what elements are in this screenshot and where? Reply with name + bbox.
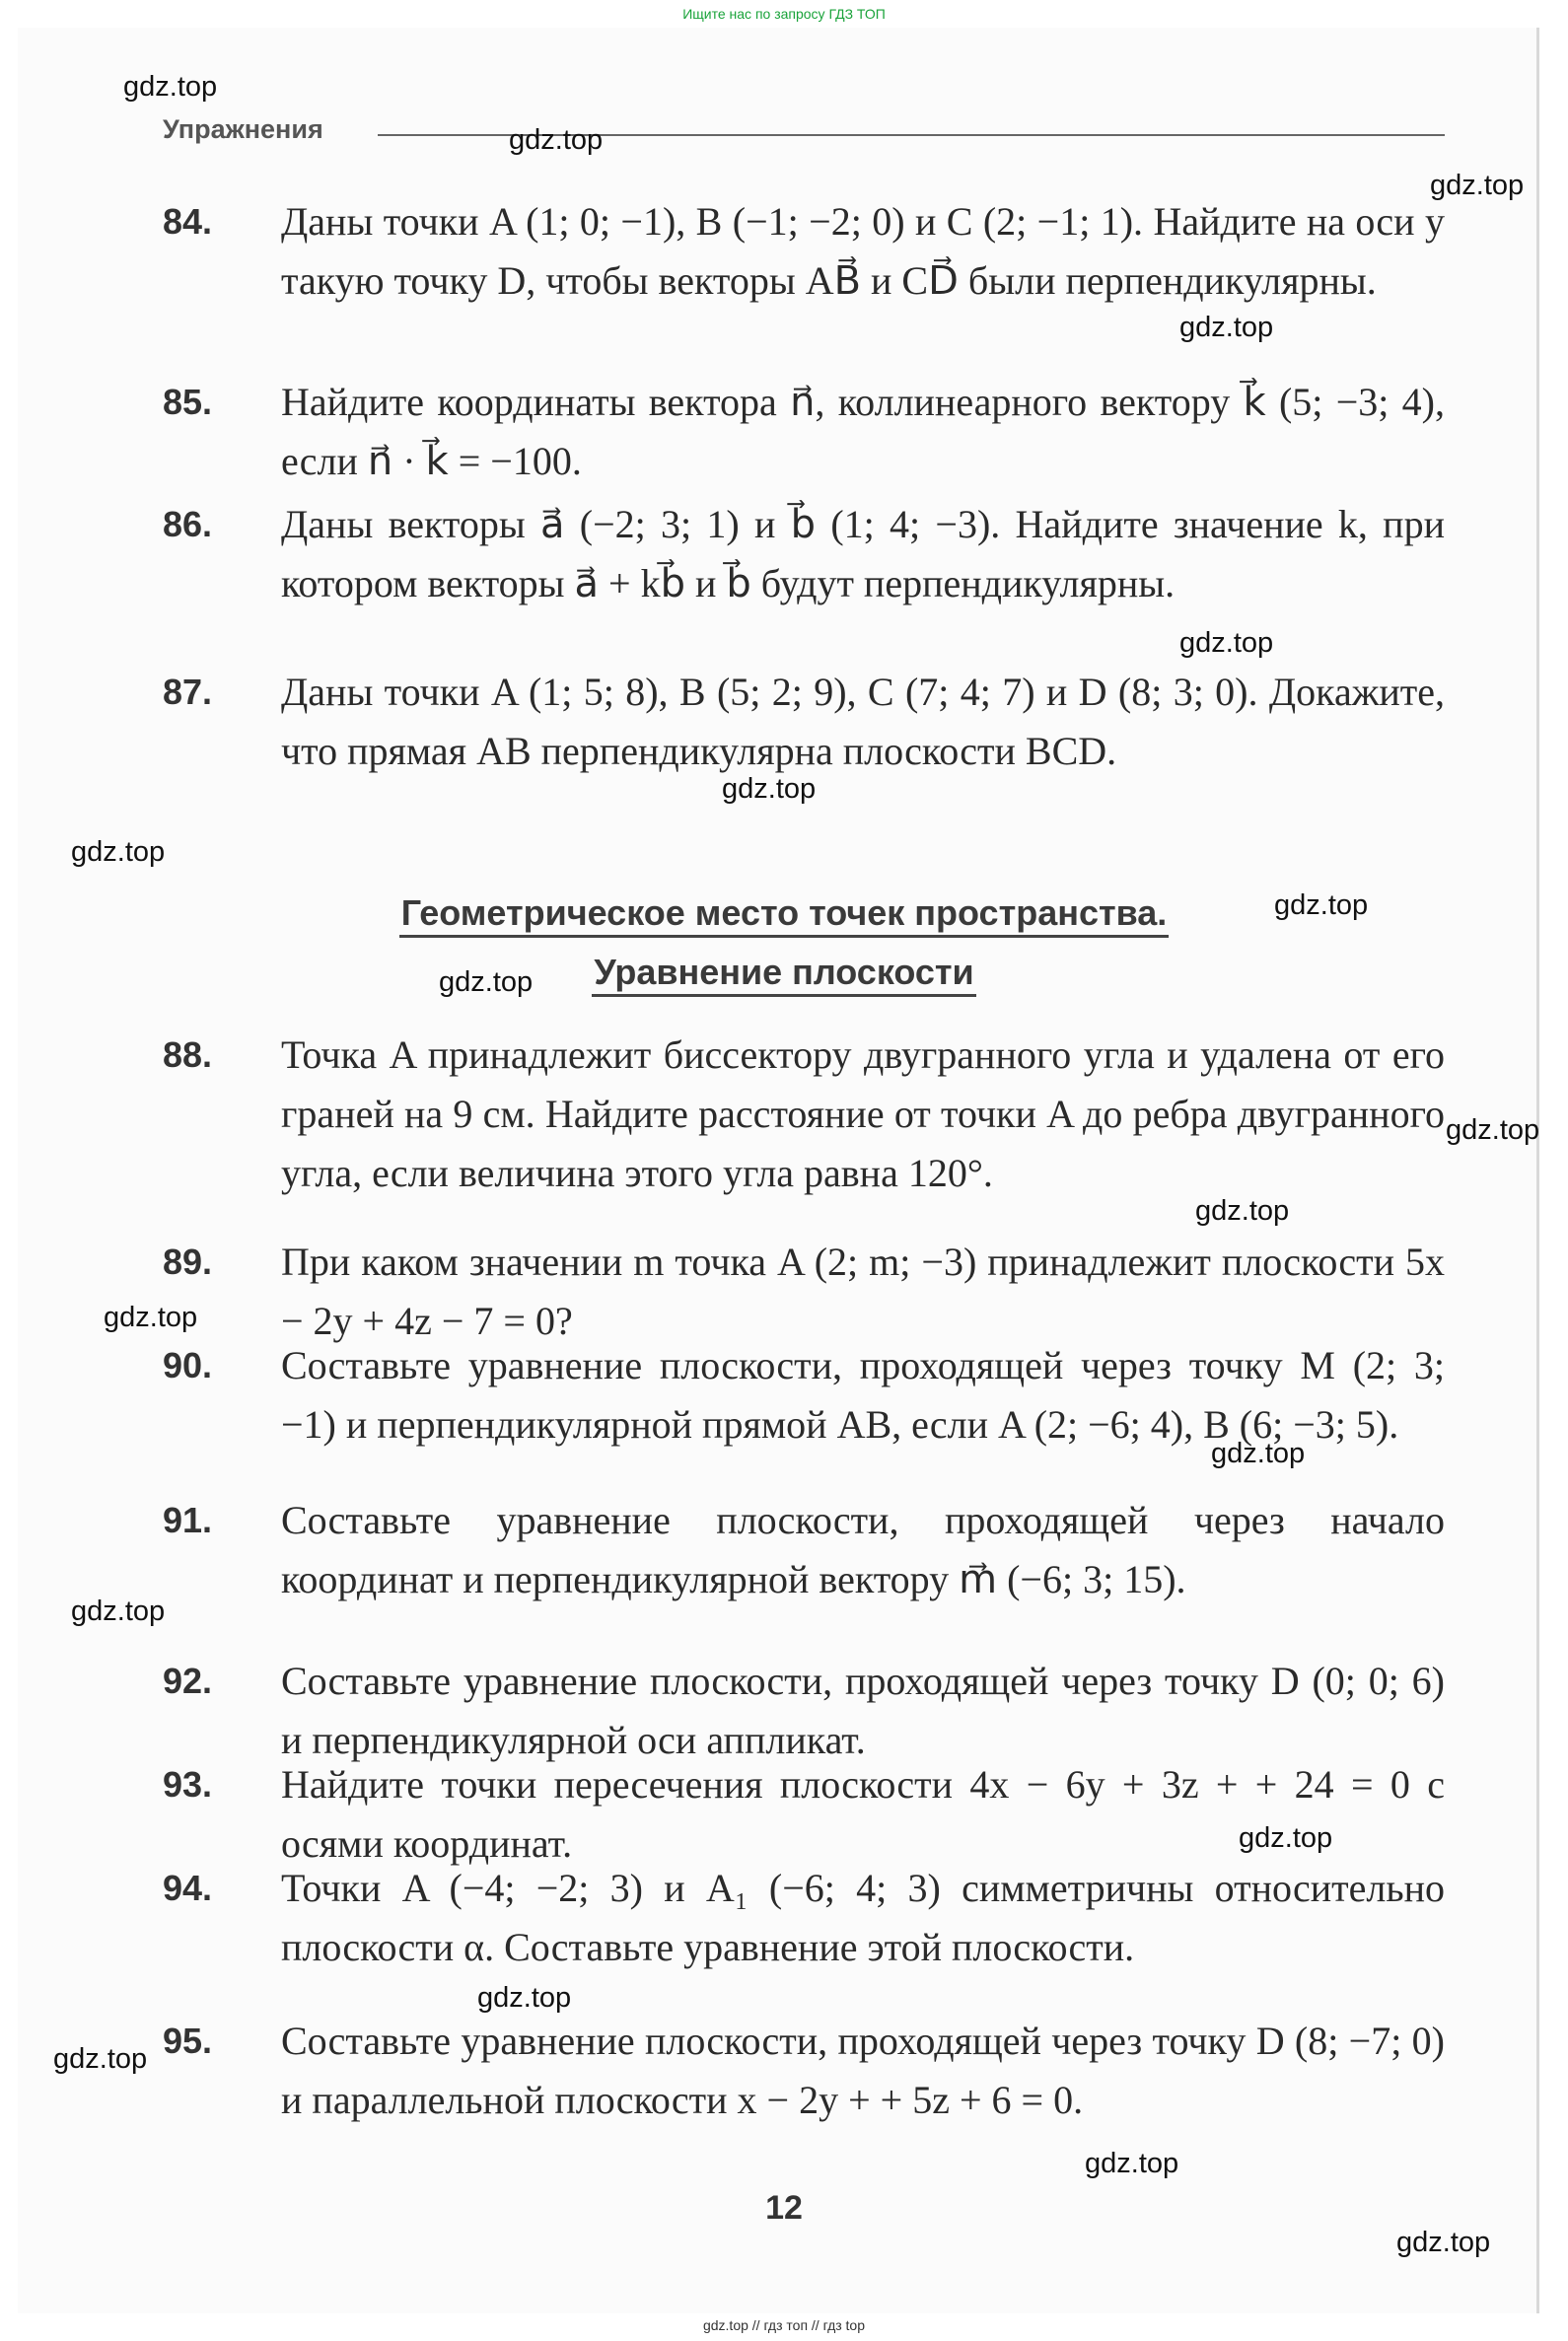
watermark: gdz.top bbox=[1179, 312, 1274, 343]
exercise-88 bbox=[163, 1026, 1445, 1203]
exercise-number: 86. bbox=[163, 504, 213, 544]
exercise-number: 85. bbox=[163, 382, 213, 422]
exercise-text: Найдите точки пересечения плоскости 4x − 6y + 3z + + 24 = 0 с осями координат. bbox=[281, 1762, 1445, 1866]
watermark: gdz.top bbox=[1446, 1114, 1540, 1146]
exercise-85 bbox=[163, 373, 1445, 491]
exercise-number: 91. bbox=[163, 1500, 213, 1540]
exercise-number: 95. bbox=[163, 2021, 213, 2061]
exercise-text: Составьте уравнение плоскости, проходящей через точку M (2; 3; −1) и перпендикулярной прямой AB, если A (2; −6; 4), B (6; −3; 5). bbox=[281, 1343, 1445, 1447]
bottom-banner: gdz.top // гдз топ // гдз top bbox=[702, 2317, 866, 2333]
watermark: gdz.top bbox=[123, 71, 218, 103]
exercise-text: Точка A принадлежит биссектору двугранного угла и удалена от его граней на 9 см. Найдите расстояние от точки A до ребра двугранного угла, если величина этого угла равна 120°. bbox=[281, 1032, 1445, 1195]
exercise-86 bbox=[163, 495, 1445, 613]
exercise-number: 89. bbox=[163, 1241, 213, 1282]
exercise-text: Составьте уравнение плоскости, проходящей через точку D (8; −7; 0) и параллельной плоскости x − 2y + + 5z + 6 = 0. bbox=[281, 2019, 1445, 2122]
exercise-text: Составьте уравнение плоскости, проходящей через начало координат и перпендикулярной вектору m⃗ (−6; 3; 15). bbox=[281, 1498, 1445, 1601]
exercise-90 bbox=[163, 1336, 1445, 1454]
watermark: gdz.top bbox=[1274, 889, 1369, 921]
exercise-text: Найдите координаты вектора n⃗, коллинеарного вектору k⃗ (5; −3; 4), если n⃗ · k⃗ = −100. bbox=[281, 380, 1445, 483]
watermark: gdz.top bbox=[509, 124, 604, 156]
watermark: gdz.top bbox=[1430, 170, 1525, 201]
watermark: gdz.top bbox=[477, 1982, 572, 2014]
exercise-number: 88. bbox=[163, 1034, 213, 1075]
watermark: gdz.top bbox=[1396, 2227, 1491, 2258]
heading-text: Уравнение плоскости bbox=[592, 952, 975, 997]
exercise-text: Даны векторы a⃗ (−2; 3; 1) и b⃗ (1; 4; −3). Найдите значение k, при котором векторы a⃗ + kb⃗ и b⃗ будут перпендикулярны. bbox=[281, 502, 1445, 605]
exercise-92 bbox=[163, 1652, 1445, 1770]
watermark: gdz.top bbox=[1239, 1822, 1333, 1854]
watermark: gdz.top bbox=[1211, 1438, 1306, 1469]
exercise-95 bbox=[163, 2012, 1445, 2130]
watermark: gdz.top bbox=[1195, 1195, 1290, 1227]
exercise-91 bbox=[163, 1491, 1445, 1609]
page-number: 12 bbox=[765, 2189, 803, 2227]
watermark: gdz.top bbox=[104, 1302, 198, 1333]
watermark: gdz.top bbox=[1085, 2148, 1179, 2179]
watermark: gdz.top bbox=[71, 836, 166, 868]
exercise-94 bbox=[163, 1859, 1445, 1977]
watermark: gdz.top bbox=[439, 966, 534, 998]
exercise-text: При каком значении m точка A (2; m; −3) принадлежит плоскости 5x − 2y + 4z − 7 = 0? bbox=[281, 1240, 1445, 1343]
section-heading-line2 bbox=[0, 952, 1568, 993]
exercise-87 bbox=[163, 663, 1445, 781]
exercise-text: Составьте уравнение плоскости, проходящей через точку D (0; 0; 6) и перпендикулярной оси аппликат. bbox=[281, 1659, 1445, 1762]
exercise-number: 92. bbox=[163, 1661, 213, 1701]
watermark: gdz.top bbox=[1179, 627, 1274, 659]
exercise-number: 90. bbox=[163, 1345, 213, 1385]
watermark: gdz.top bbox=[53, 2043, 148, 2075]
exercise-number: 84. bbox=[163, 201, 213, 242]
exercise-text: Точки A (−4; −2; 3) и A₁ (−6; 4; 3) симметричны относительно плоскости α. Составьте уравнение этой плоскости. bbox=[281, 1866, 1445, 1969]
exercise-text: Даны точки A (1; 0; −1), B (−1; −2; 0) и C (2; −1; 1). Найдите на оси y такую точку D, чтобы векторы AB⃗ и CD⃗ были перпендикулярны. bbox=[281, 199, 1445, 303]
top-banner: Ищите нас по запросу ГДЗ ТОП bbox=[682, 6, 886, 22]
exercise-84 bbox=[163, 192, 1445, 311]
exercise-text: Даны точки A (1; 5; 8), B (5; 2; 9), C (7; 4; 7) и D (8; 3; 0). Докажите, что прямая AB перпендикулярна плоскости BCD. bbox=[281, 670, 1445, 773]
exercise-89 bbox=[163, 1233, 1445, 1351]
section-label: Упражнения bbox=[163, 114, 323, 144]
exercise-number: 87. bbox=[163, 672, 213, 712]
heading-text: Геометрическое место точек пространства. bbox=[399, 892, 1170, 938]
exercise-number: 94. bbox=[163, 1868, 213, 1908]
exercise-number: 93. bbox=[163, 1764, 213, 1805]
exercise-93 bbox=[163, 1755, 1445, 1874]
watermark: gdz.top bbox=[71, 1596, 166, 1627]
watermark: gdz.top bbox=[722, 773, 817, 805]
